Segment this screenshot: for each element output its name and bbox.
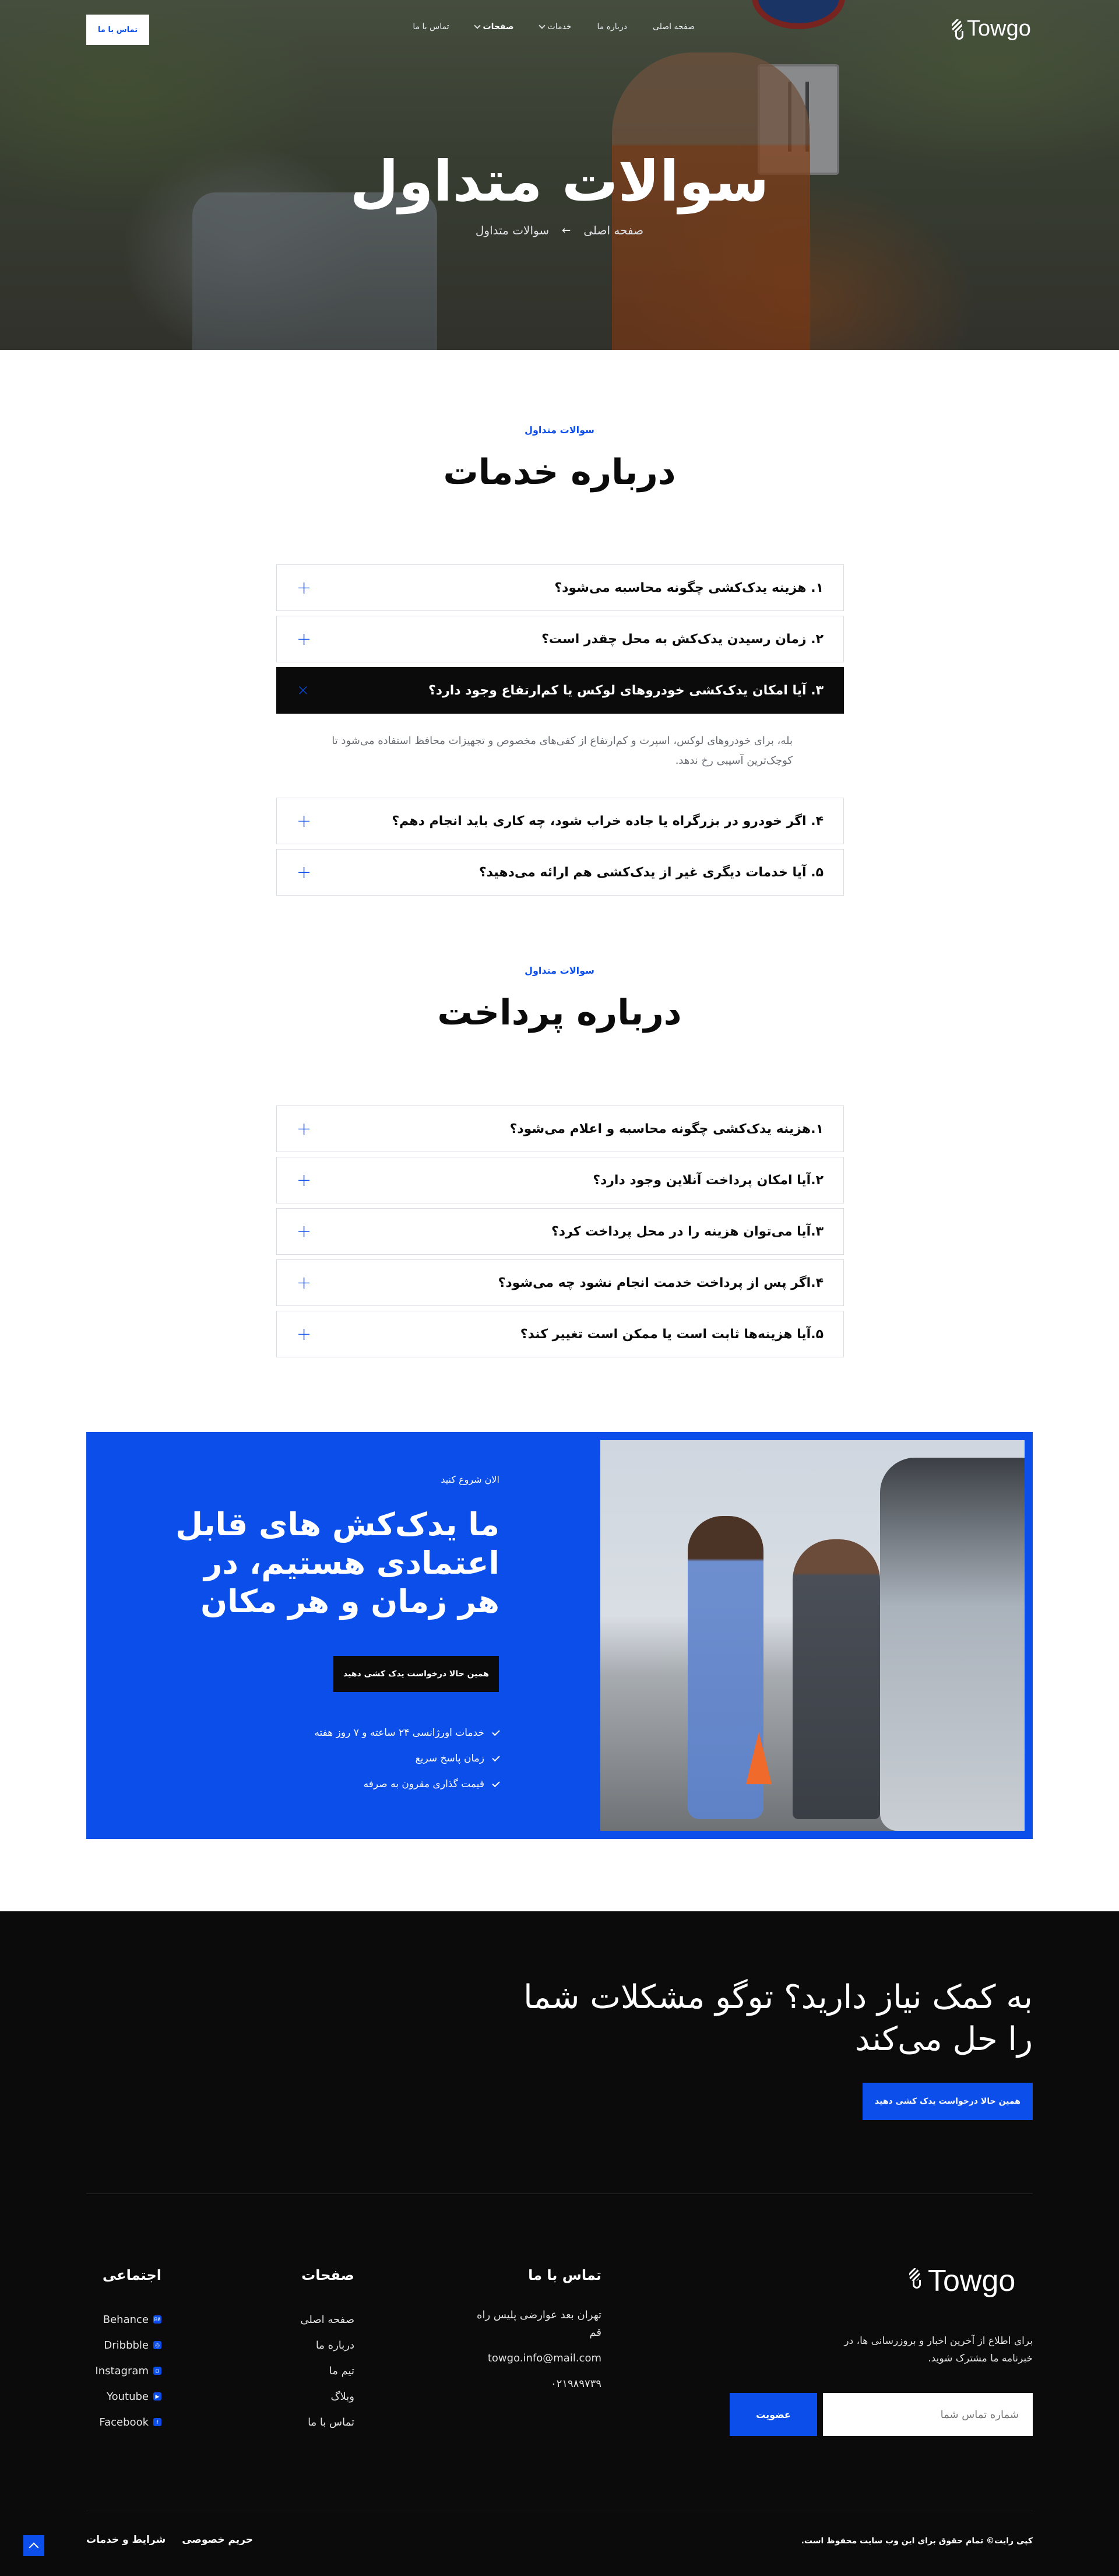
faq-item[interactable] (276, 1157, 844, 1203)
faq-item[interactable] (276, 1208, 844, 1255)
privacy-link[interactable]: حریم خصوصی (182, 2534, 253, 2546)
plus-icon: + (297, 1272, 312, 1293)
footer-link-home[interactable]: صفحه اصلی (300, 2313, 354, 2326)
faq-question: ۱.هزینه یدک‌کشی چگونه محاسبه و اعلام می‌شود؟ (509, 1121, 824, 1136)
faq-item[interactable] (276, 1259, 844, 1306)
footer-link-about[interactable]: درباره ما (315, 2339, 354, 2352)
cta-banner (86, 1432, 1033, 1839)
breadcrumb-home[interactable]: صفحه اصلی (583, 223, 644, 237)
breadcrumb (0, 223, 1119, 237)
faq-item[interactable] (276, 798, 844, 844)
faq-question: ۴. اگر خودرو در بزرگراه یا جاده خراب شود، چه کاری باید انجام دهم؟ (392, 813, 824, 829)
footer-phone[interactable]: ۰۲۱۹۸۹۷۳۹ (550, 2378, 601, 2390)
tow-hook-icon (952, 19, 962, 39)
faq-item[interactable] (276, 1311, 844, 1357)
footer-email[interactable]: towgo.info@mail.com (487, 2352, 601, 2364)
close-icon: × (297, 682, 309, 699)
check-icon (492, 1728, 499, 1735)
payment-eyebrow: سوالات متداول (525, 965, 594, 976)
footer-logo[interactable] (909, 2263, 1015, 2298)
plus-icon: + (297, 862, 312, 883)
copyright: کپی رایت© تمام حقوق برای این وب سایت محفوظ است. (801, 2536, 1033, 2546)
chevron-down-icon (539, 22, 545, 29)
dribbble-icon: ◎ (153, 2341, 161, 2349)
faq-question: ۳.آیا می‌توان هزینه را در محل پرداخت کرد؟ (551, 1224, 824, 1239)
footer-pages-column (249, 2267, 354, 2435)
request-tow-button[interactable]: همین حالا درخواست یدک کشی دهید (333, 1656, 499, 1692)
plus-icon: + (297, 1324, 312, 1345)
nav-item-services[interactable]: خدمات (540, 22, 572, 31)
social-link-behance[interactable]: Bē Behance (103, 2313, 161, 2326)
social-link-instagram[interactable]: ◘ Instagram (74, 2358, 161, 2384)
behance-icon: Bē (154, 2317, 161, 2322)
main-nav (413, 22, 695, 31)
newsletter-phone-input[interactable] (823, 2393, 1033, 2436)
faq-question: ۵. آیا خدمات دیگری غیر از یدک‌کشی هم ارائه می‌دهید؟ (478, 865, 824, 880)
arrow-left-icon: ← (562, 224, 571, 237)
traffic-cone-shape (746, 1732, 772, 1784)
scroll-to-top-button[interactable] (23, 2535, 44, 2556)
faq-question: ۲. زمان رسیدن یدک‌کش به محل چقدر است؟ (541, 631, 824, 647)
cta-feature-list (314, 1720, 499, 1797)
faq-question: ۲.آیا امکان پرداخت آنلاین وجود دارد؟ (593, 1173, 824, 1188)
hero-banner (0, 0, 1119, 350)
payment-title: درباره پرداخت (437, 992, 682, 1033)
subscribe-button[interactable]: عضویت (730, 2393, 817, 2436)
faq-item[interactable] (276, 1105, 844, 1152)
mechanic-shape (793, 1539, 880, 1819)
list-item: قیمت گذاری مقرون به صرفه (314, 1771, 499, 1797)
plus-icon: + (297, 1170, 312, 1191)
car-shape (880, 1458, 1025, 1831)
terms-link[interactable]: شرایط و خدمات (86, 2534, 166, 2546)
social-link-facebook[interactable]: f Facebook (74, 2409, 161, 2435)
chevron-down-icon (474, 22, 480, 29)
footer-link-contact[interactable]: تماس با ما (308, 2416, 354, 2428)
footer-contact-column (473, 2267, 601, 2401)
footer-link-team[interactable]: تیم ما (329, 2364, 354, 2377)
footer (0, 1911, 1119, 2576)
footer-column-title: صفحات (301, 2267, 354, 2283)
faq-item[interactable] (276, 849, 844, 896)
nav-item-about[interactable]: درباره ما (597, 22, 627, 31)
nav-item-contact[interactable]: تماس با ما (413, 22, 449, 31)
nav-item-pages[interactable]: صفحات (475, 22, 514, 31)
instagram-icon: ◘ (153, 2367, 161, 2375)
social-link-dribbble[interactable]: ◎ Dribbble (74, 2332, 161, 2358)
check-icon (492, 1779, 499, 1787)
faq-item[interactable] (276, 564, 844, 611)
plus-icon: + (297, 1118, 312, 1139)
list-item: خدمات اورژانسی ۲۴ ساعته و ۷ روز هفته (314, 1720, 499, 1746)
footer-headline: به کمک نیاز دارید؟ توگو مشکلات شما را حل می‌کند (523, 1978, 1033, 2058)
faq-item-open[interactable] (276, 667, 844, 714)
footer-column-title: تماس با ما (528, 2267, 601, 2283)
footer-address: تهران بعد عوارضی پلیس راه قم (477, 2309, 601, 2339)
faq-question: ۴.اگر پس از پرداخت خدمت انجام نشود چه می‌شود؟ (498, 1275, 824, 1290)
cta-eyebrow: الان شروع کنید (441, 1474, 499, 1485)
footer-request-button[interactable]: همین حالا درخواست یدک کشی دهید (863, 2083, 1033, 2120)
faq-question: ۳. آیا امکان یدک‌کشی خودروهای لوکس یا کم‌ارتفاع وجود دارد؟ (428, 683, 824, 698)
page-title: سوالات متداول (350, 149, 769, 214)
services-title: درباره خدمات (443, 452, 676, 493)
plus-icon: + (297, 577, 312, 598)
logo-text: Towgo (928, 2264, 1016, 2298)
plus-icon: + (297, 810, 312, 831)
footer-social-column (74, 2267, 161, 2435)
youtube-icon: ▶ (153, 2392, 161, 2400)
services-eyebrow: سوالات متداول (525, 424, 594, 436)
nav-item-home[interactable]: صفحه اصلی (652, 22, 695, 31)
contact-button[interactable]: تماس با ما (86, 15, 149, 45)
faq-question: ۱. هزینه یدک‌کشی چگونه محاسبه می‌شود؟ (554, 580, 824, 595)
facebook-icon: f (153, 2418, 161, 2426)
faq-answer: بله، برای خودروهای لوکس، اسپرت و کم‌ارتفاع از کفی‌های مخصوص و تجهیزات محافظ استفاده می‌شود تا کوچک‌ترین آسیبی رخ ندهد. (332, 735, 793, 767)
footer-column-title: اجتماعی (102, 2267, 161, 2283)
legal-links (86, 2534, 253, 2546)
roadside-help-image (600, 1440, 1025, 1831)
services-faq-list (276, 564, 844, 900)
header-logo[interactable] (952, 16, 1031, 41)
plus-icon: + (297, 1221, 312, 1242)
list-item: زمان پاسخ سریع (314, 1746, 499, 1771)
plus-icon: + (297, 629, 312, 650)
newsletter-description: برای اطلاع از آخرین اخبار و بروزرسانی ها، در خبرنامه ما مشترک شوید. (844, 2335, 1033, 2364)
faq-item[interactable] (276, 616, 844, 662)
breadcrumb-current: سوالات متداول (475, 223, 550, 237)
tow-hook-icon (909, 2268, 923, 2294)
footer-link-blog[interactable]: وبلاگ (330, 2390, 354, 2403)
check-icon (492, 1753, 499, 1761)
payment-faq-list (276, 1105, 844, 1362)
logo-text: Towgo (967, 16, 1031, 41)
social-link-youtube[interactable]: ▶ Youtube (74, 2384, 161, 2409)
cta-title: ما یدک‌کش های قابل اعتمادی هستیم، در هر زمان و هر مکان (175, 1506, 499, 1620)
faq-question: ۵.آیا هزینه‌ها ثابت است یا ممکن است تغییر کند؟ (520, 1326, 824, 1342)
